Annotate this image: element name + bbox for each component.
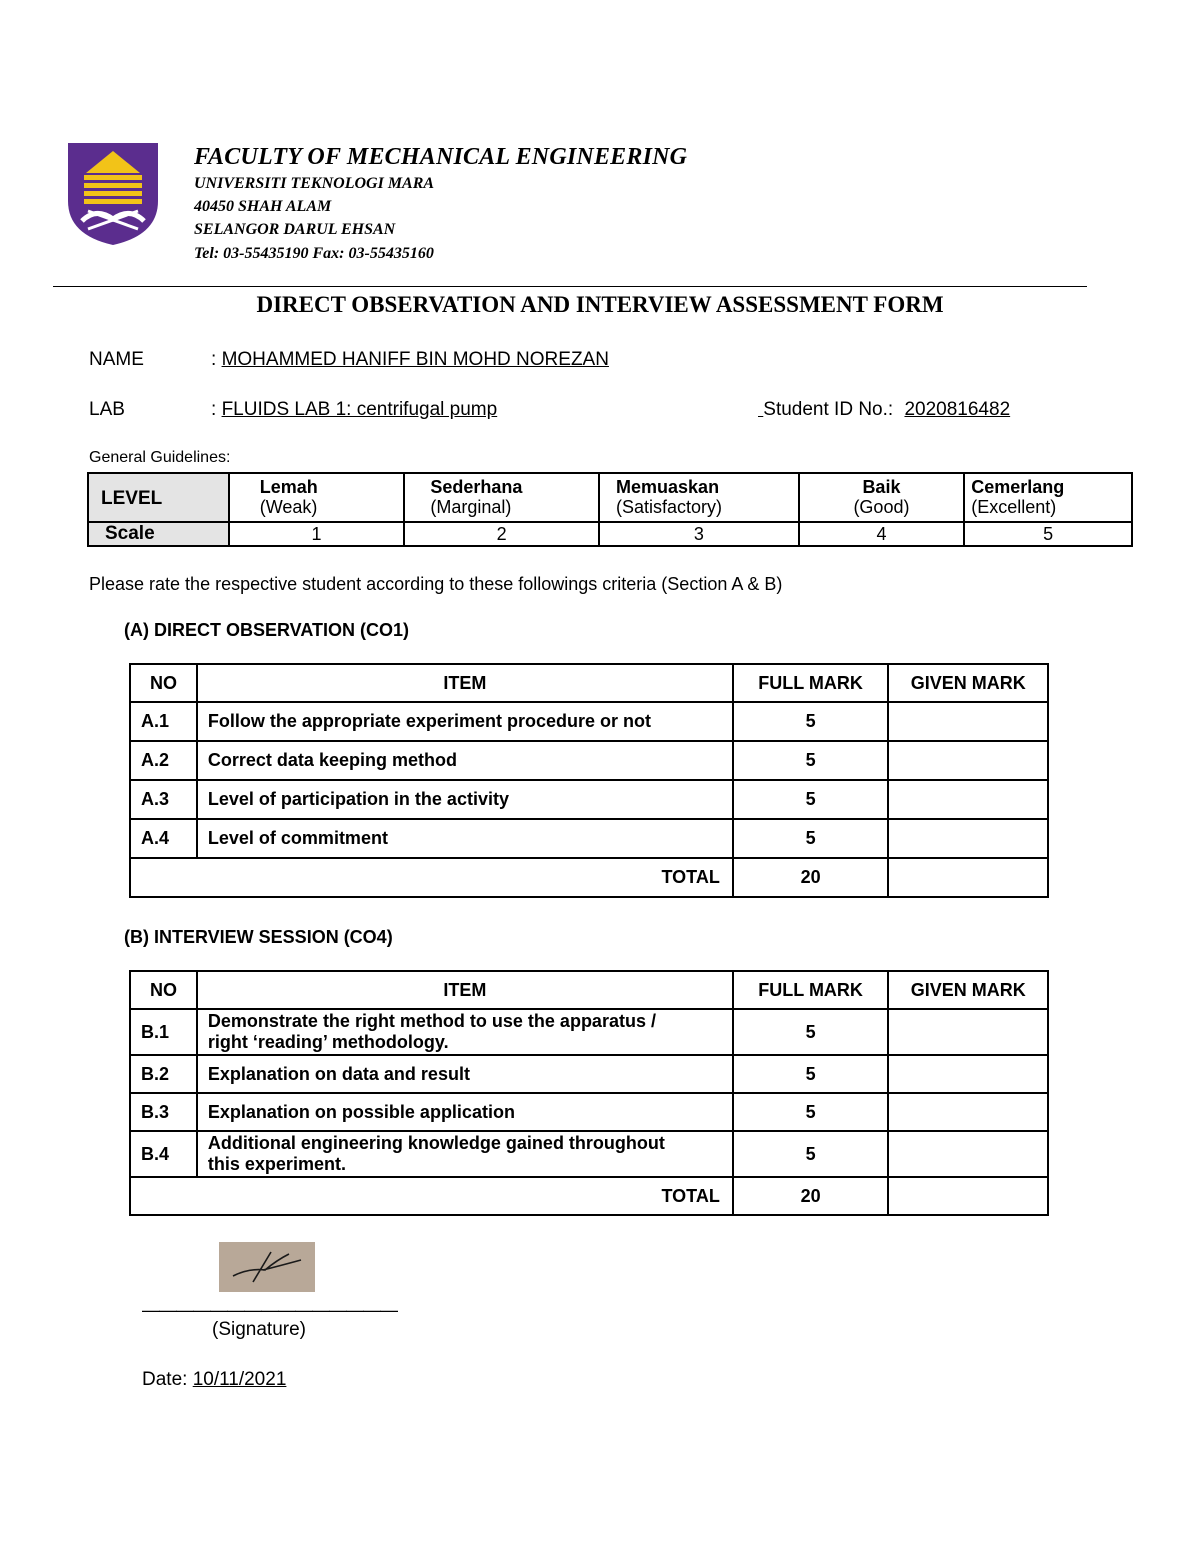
section-b-table (129, 970, 1049, 1216)
signature-caption: (Signature) (212, 1319, 306, 1340)
col-item: ITEM (197, 664, 733, 702)
lab-colon: : (211, 399, 217, 420)
uitm-logo (66, 141, 160, 247)
level-cell: Cemerlang (Excellent) (964, 473, 1132, 522)
given-mark-input[interactable] (888, 1131, 1048, 1177)
contact-info: Tel: 03-55435190 Fax: 03-55435160 (194, 245, 434, 262)
given-mark-input[interactable] (888, 741, 1048, 780)
table-row: A.2 Correct data keeping method 5 (130, 741, 1048, 780)
faculty-name: FACULTY OF MECHANICAL ENGINEERING (194, 144, 688, 170)
scale-cell: 5 (964, 522, 1132, 546)
table-row: B.1 Demonstrate the right method to use the apparatus / right ‘reading’ methodology. 5 (130, 1009, 1048, 1055)
table-row: A.4 Level of commitment 5 (130, 819, 1048, 858)
date-field (142, 1369, 286, 1391)
date-label: Date: (142, 1369, 188, 1390)
level-cell: Sederhana (Marginal) (404, 473, 599, 522)
form-title: DIRECT OBSERVATION AND INTERVIEW ASSESSMENT FORM (256, 292, 944, 317)
given-mark-input[interactable] (888, 1093, 1048, 1131)
level-header: LEVEL (88, 473, 229, 522)
given-mark-input[interactable] (888, 819, 1048, 858)
scale-header: Scale (88, 522, 229, 546)
col-item: ITEM (197, 971, 733, 1009)
section-a-title: (A) DIRECT OBSERVATION (CO1) (124, 620, 410, 640)
student-id-value: 2020816482 (904, 399, 1011, 420)
lab-label: LAB (89, 399, 125, 420)
col-no: NO (130, 971, 197, 1009)
col-full-mark: FULL MARK (733, 664, 889, 702)
university-name: UNIVERSITI TEKNOLOGI MARA (194, 175, 435, 192)
total-label: TOTAL (130, 858, 733, 897)
scale-cell: 3 (599, 522, 799, 546)
student-id-field (758, 399, 1010, 421)
table-header-row (130, 664, 1048, 702)
section-b-title: (B) INTERVIEW SESSION (CO4) (124, 927, 393, 947)
table-header-row (130, 971, 1048, 1009)
name-label: NAME (89, 349, 144, 370)
guidelines-label: General Guidelines: (89, 449, 231, 466)
given-mark-input[interactable] (888, 1055, 1048, 1093)
table-row: A.1 Follow the appropriate experiment procedure or not 5 (130, 702, 1048, 741)
name-colon: : (211, 349, 217, 370)
given-mark-input[interactable] (888, 780, 1048, 819)
level-table (87, 472, 1133, 547)
table-row: B.2 Explanation on data and result 5 (130, 1055, 1048, 1093)
name-value: MOHAMMED HANIFF BIN MOHD NOREZAN (221, 349, 609, 370)
date-value: 10/11/2021 (192, 1369, 287, 1390)
scale-cell: 4 (799, 522, 965, 546)
level-cell: Memuaskan (Satisfactory) (599, 473, 799, 522)
name-field (211, 349, 609, 371)
table-row: B.3 Explanation on possible application 5 (130, 1093, 1048, 1131)
postcode-city: 40450 SHAH ALAM (194, 198, 332, 215)
student-id-label: Student ID No.: (763, 399, 894, 420)
section-a-table (129, 663, 1049, 898)
col-given-mark: GIVEN MARK (888, 971, 1048, 1009)
lab-value: FLUIDS LAB 1: centrifugal pump (221, 399, 498, 420)
header-divider (53, 286, 1087, 287)
level-cell: Lemah (Weak) (229, 473, 405, 522)
table-row: A.3 Level of participation in the activity 5 (130, 780, 1048, 819)
scale-cell: 2 (404, 522, 599, 546)
total-full-mark: 20 (733, 1177, 889, 1215)
scale-cell: 1 (229, 522, 405, 546)
given-mark-input[interactable] (888, 702, 1048, 741)
col-given-mark: GIVEN MARK (888, 664, 1048, 702)
level-cell: Baik (Good) (799, 473, 965, 522)
col-no: NO (130, 664, 197, 702)
table-row: B.4 Additional engineering knowledge gained throughout this experiment. 5 (130, 1131, 1048, 1177)
col-full-mark: FULL MARK (733, 971, 889, 1009)
total-row (130, 1177, 1048, 1215)
total-given-mark[interactable] (888, 858, 1048, 897)
total-given-mark[interactable] (888, 1177, 1048, 1215)
state: SELANGOR DARUL EHSAN (194, 221, 396, 238)
total-full-mark: 20 (733, 858, 889, 897)
signature-image (219, 1242, 315, 1292)
instruction-text: Please rate the respective student according to these followings criteria (Section A & B) (89, 574, 783, 594)
lab-field (211, 399, 497, 421)
signature-line: ——————————————— (142, 1300, 397, 1320)
given-mark-input[interactable] (888, 1009, 1048, 1055)
total-label: TOTAL (130, 1177, 733, 1215)
total-row (130, 858, 1048, 897)
